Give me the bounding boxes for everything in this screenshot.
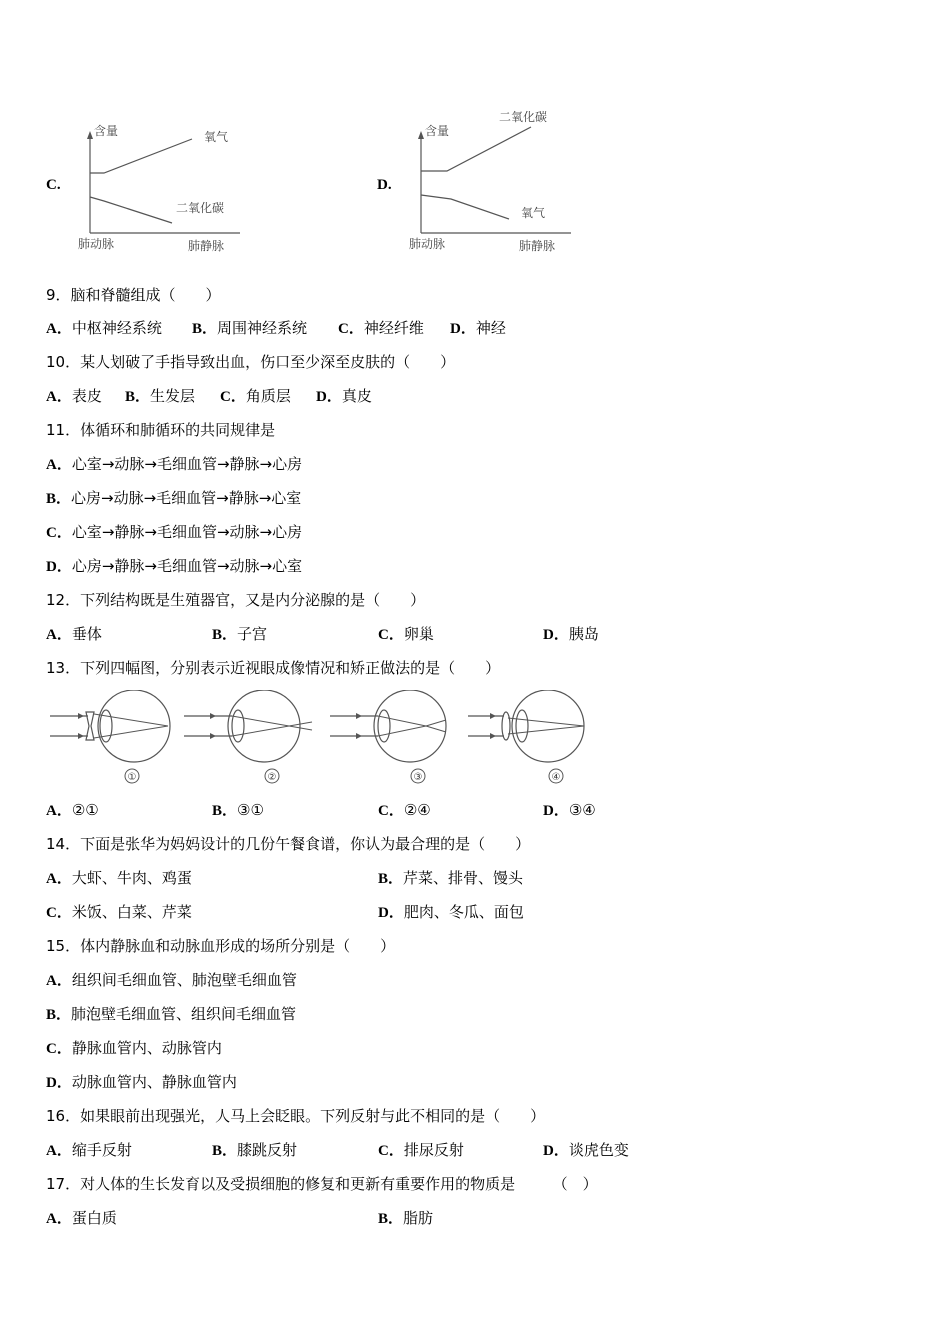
option-letter: D． bbox=[450, 321, 476, 337]
q14-option-c bbox=[46, 902, 192, 923]
option-text: ②④ bbox=[403, 801, 431, 819]
option-text: 心房→动脉→毛细血管→静脉→心室 bbox=[71, 489, 302, 507]
option-text: 大虾、牛肉、鸡蛋 bbox=[71, 869, 192, 887]
q13-option-a bbox=[46, 800, 99, 821]
graph-d-lower-line: 氧气 bbox=[521, 206, 546, 220]
eye-diagram-2 bbox=[180, 690, 314, 790]
graph-c-x-start: 肺动脉 bbox=[78, 237, 115, 251]
q12-option-a bbox=[46, 624, 102, 645]
option-text: 脂肪 bbox=[403, 1209, 434, 1227]
eye-diagram-4 bbox=[464, 690, 590, 790]
option-letter: D． bbox=[46, 1075, 72, 1091]
option-text: 膝跳反射 bbox=[237, 1141, 298, 1159]
q10-option-c bbox=[220, 386, 291, 407]
q9-option-d bbox=[450, 318, 506, 339]
q11-stem: 11．体循环和肺循环的共同规律是 bbox=[46, 421, 276, 439]
option-letter: D． bbox=[316, 389, 342, 405]
option-letter: D． bbox=[46, 559, 72, 575]
q16-option-d bbox=[543, 1140, 629, 1161]
option-letter: C． bbox=[46, 905, 72, 921]
q12-stem: 12．下列结构既是生殖器官，又是内分泌腺的是（ ） bbox=[46, 591, 426, 609]
option-letter: A． bbox=[46, 321, 72, 337]
option-letter: C． bbox=[220, 389, 246, 405]
graph-c-upper-line: 氧气 bbox=[204, 130, 229, 144]
graph-c-lower-line: 二氧化碳 bbox=[176, 201, 225, 215]
q15-option-b bbox=[46, 1004, 296, 1025]
option-text: 排尿反射 bbox=[403, 1141, 464, 1159]
q14-option-a bbox=[46, 868, 192, 889]
option-text: 卵巢 bbox=[403, 625, 434, 643]
q15-option-d bbox=[46, 1072, 237, 1093]
option-text: 角质层 bbox=[245, 387, 291, 405]
option-letter: B． bbox=[378, 871, 404, 887]
q9-option-b bbox=[192, 318, 307, 339]
option-text: 心房→静脉→毛细血管→动脉→心室 bbox=[71, 557, 303, 575]
option-letter: C． bbox=[338, 321, 364, 337]
q9-option-c bbox=[338, 318, 424, 339]
q12-option-d bbox=[543, 624, 599, 645]
q15-option-c bbox=[46, 1038, 222, 1059]
option-letter: B． bbox=[212, 1143, 238, 1159]
option-text: 米饭、白菜、芹菜 bbox=[71, 903, 192, 921]
graph-c-label: C. bbox=[46, 177, 61, 193]
option-text: 肥肉、冬瓜、面包 bbox=[403, 903, 524, 921]
option-letter: B． bbox=[46, 491, 72, 507]
q17-option-b bbox=[378, 1208, 433, 1229]
q11-option-c bbox=[46, 522, 302, 543]
q11-option-a bbox=[46, 454, 302, 475]
option-letter: A． bbox=[46, 803, 72, 819]
option-text: 表皮 bbox=[71, 387, 102, 405]
option-text: 静脉血管内、动脉管内 bbox=[71, 1039, 222, 1057]
option-text: ②① bbox=[71, 801, 99, 819]
eye-diagram-1-label: ① bbox=[127, 772, 137, 783]
graph-c-y-axis: 含量 bbox=[94, 124, 119, 138]
eye-diagram-1 bbox=[46, 690, 172, 790]
q10-stem: 10．某人划破了手指导致出血，伤口至少深至皮肤的（ ） bbox=[46, 353, 456, 371]
q12-option-c bbox=[378, 624, 434, 645]
option-text: 谈虎色变 bbox=[568, 1141, 629, 1159]
option-text: 肺泡壁毛细血管、组织间毛细血管 bbox=[71, 1005, 297, 1023]
q11-option-b bbox=[46, 488, 301, 509]
graph-d-y-axis: 含量 bbox=[425, 124, 450, 138]
q16-option-c bbox=[378, 1140, 464, 1161]
option-letter: B． bbox=[192, 321, 218, 337]
q13-option-c bbox=[378, 800, 431, 821]
q10-option-d bbox=[316, 386, 372, 407]
option-letter: C． bbox=[378, 803, 404, 819]
option-text: 真皮 bbox=[341, 387, 372, 405]
option-text: 生发层 bbox=[150, 387, 196, 405]
q16-option-a bbox=[46, 1140, 132, 1161]
eye-diagram-3 bbox=[326, 690, 452, 790]
option-letter: D． bbox=[543, 627, 569, 643]
q15-stem: 15．体内静脉血和动脉血形成的场所分别是（ ） bbox=[46, 937, 396, 955]
q9-option-a bbox=[46, 318, 162, 339]
option-letter: C． bbox=[378, 1143, 404, 1159]
q16-stem: 16．如果眼前出现强光，人马上会眨眼。下列反射与此不相同的是（ ） bbox=[46, 1107, 546, 1125]
q11-option-d bbox=[46, 556, 302, 577]
option-letter: D． bbox=[543, 1143, 569, 1159]
graph-c bbox=[72, 115, 252, 260]
option-letter: A． bbox=[46, 389, 72, 405]
option-text: ③① bbox=[237, 801, 264, 819]
option-text: 心室→静脉→毛细血管→动脉→心房 bbox=[71, 523, 303, 541]
option-letter: B． bbox=[212, 803, 238, 819]
q14-stem: 14．下面是张华为妈妈设计的几份午餐食谱，你认为最合理的是（ ） bbox=[46, 835, 531, 853]
graph-d-x-end: 肺静脉 bbox=[519, 239, 556, 253]
option-text: 垂体 bbox=[71, 625, 102, 643]
q13-option-d bbox=[543, 800, 596, 821]
eye-diagram-4-label: ④ bbox=[551, 772, 561, 783]
graph-c-x-end: 肺静脉 bbox=[188, 239, 225, 253]
option-text: 子宫 bbox=[237, 625, 268, 643]
option-text: 周围神经系统 bbox=[217, 319, 308, 337]
option-letter: B． bbox=[46, 1007, 72, 1023]
option-letter: A． bbox=[46, 1143, 72, 1159]
graph-d-upper-line: 二氧化碳 bbox=[499, 110, 548, 124]
option-letter: D． bbox=[378, 905, 404, 921]
option-letter: A． bbox=[46, 627, 72, 643]
option-letter: C． bbox=[378, 627, 404, 643]
q15-option-a bbox=[46, 970, 297, 991]
option-letter: C． bbox=[46, 525, 72, 541]
eye-diagram-2-label: ② bbox=[267, 772, 277, 783]
option-letter: A． bbox=[46, 871, 72, 887]
option-letter: A． bbox=[46, 1211, 72, 1227]
q16-option-b bbox=[212, 1140, 297, 1161]
graph-d-label: D. bbox=[377, 177, 392, 193]
graph-d-x-start: 肺动脉 bbox=[409, 237, 446, 251]
q10-option-b bbox=[125, 386, 195, 407]
option-text: 中枢神经系统 bbox=[71, 319, 162, 337]
q10-option-a bbox=[46, 386, 102, 407]
option-text: 神经纤维 bbox=[363, 319, 424, 337]
option-text: 缩手反射 bbox=[71, 1141, 132, 1159]
eye-diagram-3-label: ③ bbox=[413, 772, 423, 783]
option-text: 心室→动脉→毛细血管→静脉→心房 bbox=[71, 455, 303, 473]
q17-option-a bbox=[46, 1208, 117, 1229]
option-letter: A． bbox=[46, 973, 72, 989]
option-text: ③④ bbox=[568, 801, 596, 819]
q12-option-b bbox=[212, 624, 267, 645]
q14-option-d bbox=[378, 902, 524, 923]
option-text: 动脉血管内、静脉血管内 bbox=[71, 1073, 237, 1091]
option-letter: C． bbox=[46, 1041, 72, 1057]
option-text: 胰岛 bbox=[568, 625, 599, 643]
q13-option-b bbox=[212, 800, 264, 821]
option-text: 神经 bbox=[475, 319, 506, 337]
graph-d bbox=[403, 103, 583, 260]
option-letter: B． bbox=[212, 627, 238, 643]
option-letter: D． bbox=[543, 803, 569, 819]
option-text: 组织间毛细血管、肺泡壁毛细血管 bbox=[71, 971, 297, 989]
q13-stem: 13．下列四幅图，分别表示近视眼成像情况和矫正做法的是（ ） bbox=[46, 659, 501, 677]
option-text: 蛋白质 bbox=[71, 1209, 117, 1227]
q9-stem: 9．脑和脊髓组成（ ） bbox=[46, 286, 221, 304]
option-letter: B． bbox=[378, 1211, 404, 1227]
q14-option-b bbox=[378, 868, 523, 889]
option-letter: B． bbox=[125, 389, 151, 405]
option-letter: A． bbox=[46, 457, 72, 473]
option-text: 芹菜、排骨、馒头 bbox=[403, 869, 524, 887]
q17-stem: 17．对人体的生长发育以及受损细胞的修复和更新有重要作用的物质是 （ ） bbox=[46, 1175, 598, 1193]
